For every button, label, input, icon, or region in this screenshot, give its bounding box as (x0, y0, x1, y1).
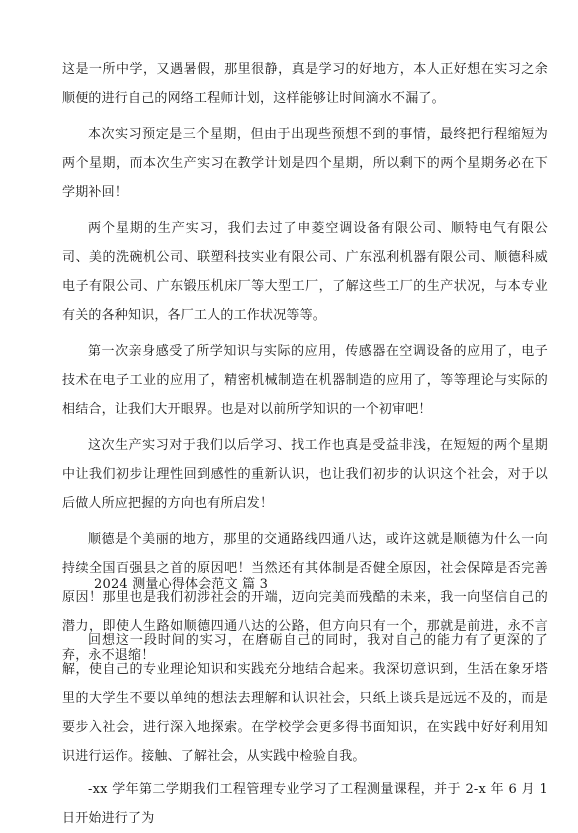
paragraph-7: 回想这一段时间的实习，在磨砺自己的同时，我对自己的能力有了更深的了解，使自己的专业理论知识和实践充分地结合起来。我深切意识到，生活在象牙塔里的大学生不要以单纯的想法去理解和认识社会，只纸上谈兵是远远不及的，而是要步入社会，进行深入地探索。在学校学会更多得书面知识，在实践中好好利用知识进行运作。接触、了解社会，从实践中检验自我。 (62, 633, 548, 764)
paragraph-8: -xx 学年第二学期我们工程管理专业学习了工程测量课程，并于 2-x 年 6 月 1 日开始进行了为 (62, 782, 548, 826)
paragraph-2: 本次实习预定是三个星期，但由于出现些预想不到的事情，最终把行程缩短为两个星期，而本次生产实习在教学计划是四个星期，所以剩下的两个星期务必在下学期补回！ (62, 127, 548, 200)
paragraph-5: 这次生产实习对于我们以后学习、找工作也真是受益非浅，在短短的两个星期中让我们初步让理性回到感性的重新认识，也让我们初步的认识这个社会，对于以后做人所应把握的方向也有所启发！ (62, 438, 548, 511)
paragraph-1: 这是一所中学，又遇暑假，那里很静，真是学习的好地方，本人正好想在实习之余顺便的进行自己的网络工程师计划，这样能够让时间滴水不漏了。 (62, 62, 548, 106)
paragraph-3: 两个星期的生产实习，我们去过了申菱空调设备有限公司、顺特电气有限公司、美的洗碗机公司、联塑科技实业有限公司、广东泓利机器有限公司、顺德科威电子有限公司、广东锻压机床厂等大型工厂，了解这些工厂的生产状况，与本专业有关的各种知识，各厂工人的工作状况等等。 (62, 221, 548, 323)
text-block-bottom (62, 626, 548, 833)
paragraph-4: 第一次亲身感受了所学知识与实际的应用，传感器在空调设备的应用了，电子技术在电子工业的应用了，精密机械制造在机器制造的应用了，等等理论与实际的相结合，让我们大开眼界。也是对以前所学知识的一个初审吧！ (62, 344, 548, 417)
section-heading: 2024 测量心得体会范文 篇 3 (94, 577, 269, 592)
paragraph-6: 顺德是个美丽的地方，那里的交通路线四通八达，或许这就是顺德为什么一向持续全国百强县之首的原因吧！当然还有其体制是否健全原因，社会保障是否完善原因！那里也是我们初涉社会的开端，迈向完美而残酷的未来，我一向坚信自己的潜力，即使人生路如顺德四通八达的公路，但方向只有一个，那就是前进，永不言弃，永不退缩！ (62, 532, 548, 663)
